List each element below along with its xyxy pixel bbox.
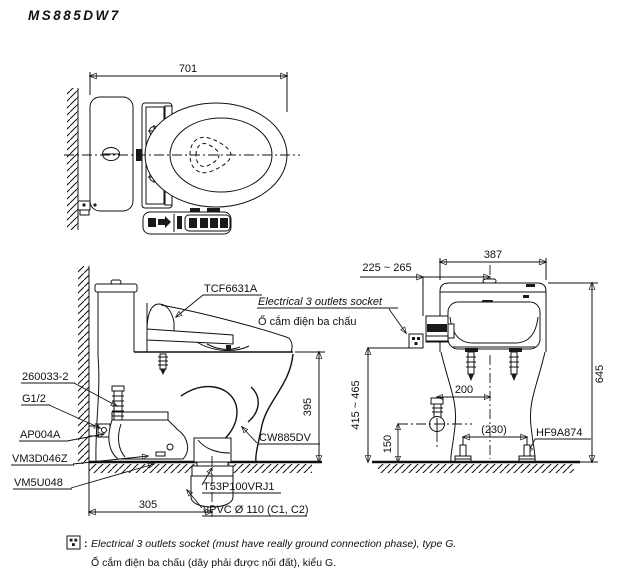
dim-150-label: 150 xyxy=(382,434,394,454)
label-outlet-joint: T53P100VRJ1 xyxy=(203,481,275,493)
dim-395-label: 395 xyxy=(302,397,314,417)
socket-icon-legend xyxy=(67,536,80,549)
front-view-drawing xyxy=(350,249,606,473)
dim-305-label: 305 xyxy=(138,499,158,511)
wall-hatch-side xyxy=(78,266,89,464)
label-thread-size: G1/2 xyxy=(22,393,46,405)
footer-note-vi: Ổ cắm điện ba chấu (dây phải được nối đất), kiểu G. xyxy=(91,557,337,569)
water-supply-front xyxy=(398,398,472,450)
label-flange: VM5U048 xyxy=(14,477,63,489)
note-socket-vi: Ổ cắm điện ba chấu xyxy=(258,316,357,328)
dim-415-465-label: 415 ~ 465 xyxy=(350,380,362,430)
washlet-front-outline xyxy=(448,302,540,349)
note-socket-en: Electrical 3 outlets socket xyxy=(258,296,383,308)
footer-colon: : xyxy=(84,538,88,550)
dim-230 xyxy=(463,437,527,451)
footer-note xyxy=(67,536,456,569)
label-washlet-model: TCF6631A xyxy=(204,283,258,295)
dim-230-label: (230) xyxy=(481,424,507,436)
label-bowl-model: CW885DV xyxy=(259,432,311,444)
dim-225-265-label: 225 ~ 265 xyxy=(362,262,412,274)
dim-200-label: 200 xyxy=(454,384,474,396)
mounting-bolts-front xyxy=(466,352,519,381)
label-seal: VM3D046Z xyxy=(12,453,68,465)
wall-hatch-top xyxy=(67,88,78,230)
top-view-drawing xyxy=(64,63,300,234)
footer-note-en: Electrical 3 outlets socket (must have really ground connection phase), type G. xyxy=(91,538,457,550)
bowl-front-curve xyxy=(256,354,293,462)
dim-387-label: 387 xyxy=(483,249,503,261)
washlet-side-profile xyxy=(134,303,293,375)
socket-icon xyxy=(409,334,423,348)
dim-645-label: 645 xyxy=(594,364,606,384)
label-stop-valve: AP004A xyxy=(20,429,61,441)
model-title: MS885DW7 xyxy=(28,8,121,23)
label-anchor-bolt: HF9A874 xyxy=(536,427,583,439)
label-drain-pipe: uPVC Ø 110 (C1, C2) xyxy=(203,504,309,516)
side-view-drawing xyxy=(11,266,406,517)
floor-hatch-front xyxy=(378,464,574,473)
anchor-bolts-front xyxy=(455,445,535,462)
control-panel-top xyxy=(143,208,231,234)
label-supply-hose: 260033-2 xyxy=(22,371,69,383)
dim-701-label: 701 xyxy=(178,63,198,75)
